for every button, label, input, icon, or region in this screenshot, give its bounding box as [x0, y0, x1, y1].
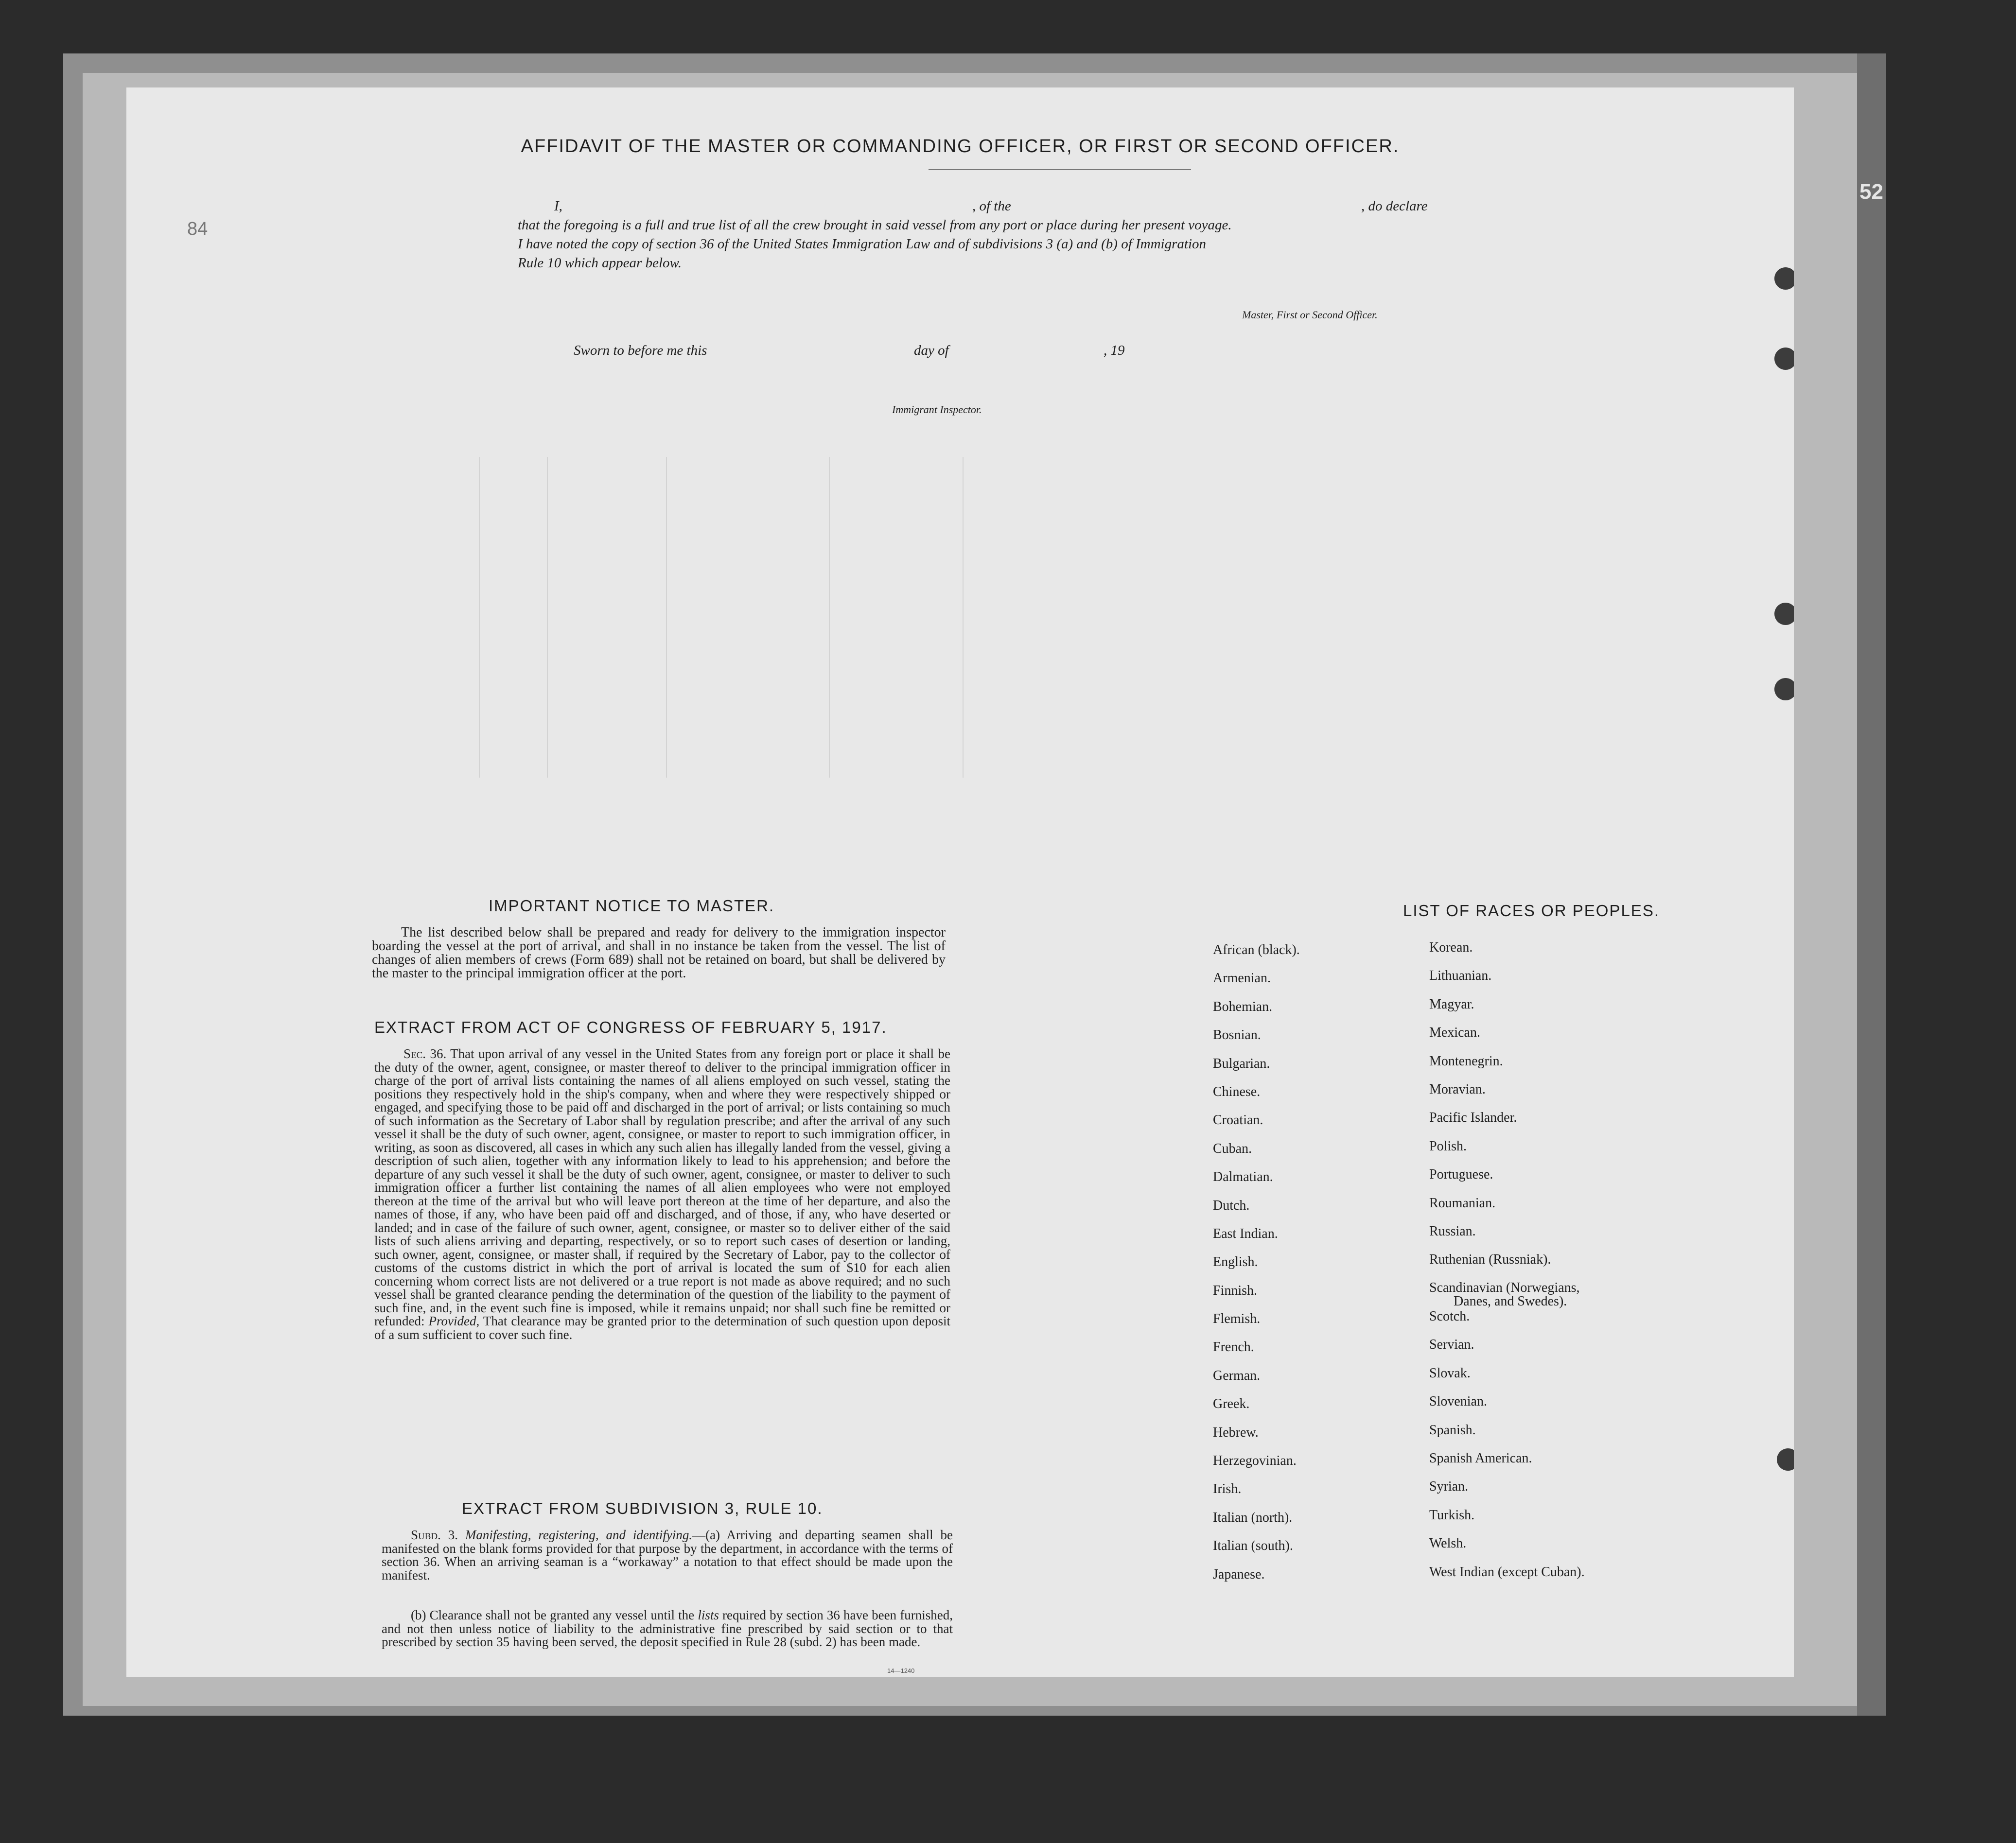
race-item: Moravian. — [1429, 1081, 1486, 1097]
rule-para-a: —(a) Arriving and departing seamen shall be manifested on the blank forms provided for that purpose by the department, in accordance with the terms of section 36. When an arriving seaman is a “workaway” a notation to that effect should be made upon the manifest. — [382, 1528, 953, 1582]
race-item: Mexican. — [1429, 1025, 1480, 1041]
races-title: LIST OF RACES OR PEOPLES. — [1402, 902, 1660, 920]
punch-hole — [1777, 1448, 1794, 1471]
proviso-word: Provided, — [428, 1314, 480, 1328]
race-item: Greek. — [1213, 1396, 1250, 1412]
race-item: Bohemian. — [1213, 999, 1273, 1014]
race-item: Syrian. — [1429, 1479, 1469, 1495]
subdivision-label: Subd. 3. — [411, 1528, 458, 1542]
affidavit-i: I, — [554, 198, 562, 214]
race-item: Montenegrin. — [1429, 1053, 1503, 1069]
notice-title: IMPORTANT NOTICE TO MASTER. — [489, 897, 775, 915]
race-item: French. — [1213, 1339, 1254, 1355]
race-item: Flemish. — [1213, 1311, 1261, 1327]
affidavit-do-declare: , do declare — [1361, 198, 1428, 214]
race-item: Italian (south). — [1213, 1538, 1293, 1554]
race-item: Bulgarian. — [1213, 1056, 1270, 1071]
race-item-line: Scandinavian (Norwegians, — [1429, 1280, 1580, 1295]
form-code: 14—1240 — [887, 1667, 915, 1674]
scan-edge — [1857, 53, 1886, 1716]
rule-para-b-lists: lists — [698, 1608, 719, 1622]
race-item: Lithuanian. — [1429, 968, 1492, 984]
race-item: African (black). — [1213, 942, 1300, 957]
race-item: Herzegovinian. — [1213, 1453, 1297, 1469]
race-item: German. — [1213, 1368, 1261, 1383]
bleed-through-rule — [547, 457, 548, 778]
manifest-page — [126, 87, 1794, 1677]
affidavit-line-4: Rule 10 which appear below. — [518, 255, 682, 271]
inspector-caption: Immigrant Inspector. — [892, 403, 982, 416]
race-item: Portuguese. — [1429, 1167, 1493, 1182]
act-text: That upon arrival of any vessel in the United States from any foreign port or place it shall be the duty of the owner, agent, consignee, or master thereof to deliver to the principal immigration officer in charge of the port of arrival lists containing the names of all aliens employed on such vessel, stating the positions they respectively hold in the ship's company, when and where they were respectively shipped or engaged, and specifying those to be paid off and discharged in the port of arrival; or lists containing so much of such information as the Secretary of Labor shall by regulation prescribe; and after the arrival of any such vessel it shall be the duty of such owner, agent, consignee, or master to report to such immigration officer, in writing, as soon as discovered, all cases in which any such alien has illegally landed from the vessel, giving a description of such alien, together with any information likely to lead to his apprehension; and before the departure of any such vessel it shall be the duty of such owner, agent, consignee, or master to deliver to such immigration officer a further list containing the names of all alien employees who were not employed thereon at the time of the arrival but who will leave port thereon at the time of her departure, and also the names of those, if any, who have been paid off and discharged, and of those, if any, who have deserted or landed; and in case of the failure of such owner, agent, consignee, or master so to deliver either of the said lists of such aliens arriving and departing, respectively, or so to report such cases of desertion or landing, such owner, agent, consignee, or master shall, if required by the Secretary of Labor, pay to the collector of customs of the customs district in which the port of arrival is located the sum of $10 for each alien concerning whom correct lists are not delivered or a true report is not made as above required; and no such vessel shall be granted clearance pending the determination of the question of the liability to the payment of such fine, and, in the event such fine is imposed, while it remains unpaid; nor shall such fine be remitted or refunded: — [374, 1046, 950, 1328]
race-item: Polish. — [1429, 1138, 1467, 1154]
race-item: Pacific Islander. — [1429, 1110, 1517, 1126]
rule-title: EXTRACT FROM SUBDIVISION 3, RULE 10. — [462, 1499, 823, 1517]
races-right-column — [1429, 940, 1585, 1593]
race-item: Spanish American. — [1429, 1451, 1532, 1466]
race-item: Slovak. — [1429, 1365, 1471, 1381]
year-label: , 19 — [1104, 343, 1125, 358]
day-of-label: day of — [914, 343, 949, 358]
races-left-column — [1213, 943, 1300, 1596]
race-item: Cuban. — [1213, 1141, 1252, 1156]
race-item: Scotch. — [1429, 1309, 1470, 1324]
signature-caption: Master, First or Second Officer. — [1242, 309, 1378, 321]
punch-hole — [1774, 603, 1794, 625]
affidavit-title: AFFIDAVIT OF THE MASTER OR COMMANDING OFFICER, OR FIRST OR SECOND OFFICER. — [521, 136, 1400, 156]
punch-hole — [1774, 678, 1794, 700]
race-item: Bosnian. — [1213, 1027, 1261, 1043]
race-item-continuation: Danes, and Swedes). — [1454, 1293, 1567, 1309]
race-item: Magyar. — [1429, 996, 1474, 1012]
rule-para-b-end: required by section 36 have been furnished, and not then unless notice of liability to the administrative fine prescribed by said section or to that prescribed by section 35 having been served, the deposit specified in Rule 28 (subd. 2) has been made. — [382, 1608, 953, 1649]
race-item: Spanish. — [1429, 1422, 1476, 1438]
race-item: Russian. — [1429, 1223, 1476, 1239]
race-item: Slovenian. — [1429, 1394, 1487, 1409]
rule-body-b — [382, 1609, 953, 1649]
race-item: Japanese. — [1213, 1566, 1265, 1582]
race-item: Italian (north). — [1213, 1510, 1293, 1525]
affidavit-line-2: that the foregoing is a full and true list of all the crew brought in said vessel from any port or place during her present voyage. — [518, 217, 1232, 233]
bleed-through-rule — [479, 457, 480, 778]
sworn-label: Sworn to before me this — [574, 343, 707, 358]
folio-mark: 84 — [187, 219, 208, 239]
act-body — [374, 1047, 950, 1341]
race-item: Hebrew. — [1213, 1425, 1259, 1440]
act-title: EXTRACT FROM ACT OF CONGRESS OF FEBRUARY 5, 1917. — [374, 1018, 887, 1036]
bleed-through-rule — [666, 457, 667, 778]
race-item: Welsh. — [1429, 1536, 1467, 1551]
affidavit-line-3: I have noted the copy of section 36 of the United States Immigration Law and of subdivisions 3 (a) and (b) of Immigration — [518, 236, 1207, 252]
race-item: Chinese. — [1213, 1084, 1261, 1099]
punch-hole — [1774, 348, 1794, 370]
race-item: Ruthenian (Russniak). — [1429, 1252, 1551, 1268]
notice-body — [372, 926, 946, 980]
affidavit-of-the: , of the — [972, 198, 1011, 214]
race-item: Roumanian. — [1429, 1195, 1496, 1211]
section-label: Sec. 36. — [403, 1046, 447, 1061]
subdivision-heading: Manifesting, registering, and identifying. — [465, 1528, 693, 1542]
race-item: Servian. — [1429, 1337, 1474, 1353]
bleed-through-rule — [963, 457, 964, 778]
rule-para-b-start: (b) Clearance shall not be granted any vessel until the — [411, 1608, 695, 1622]
race-item: English. — [1213, 1254, 1258, 1270]
bleed-through-rule — [829, 457, 830, 778]
proviso-text: That clearance may be granted prior to the determination of such question upon deposit of a sum sufficient to cover such fine. — [374, 1314, 951, 1342]
page-number: 52 — [1859, 180, 1883, 204]
race-item — [1429, 1281, 1585, 1309]
title-rule — [929, 169, 1191, 170]
race-item: Korean. — [1429, 940, 1473, 955]
race-item: Dutch. — [1213, 1198, 1250, 1213]
race-item: Finnish. — [1213, 1283, 1258, 1298]
notice-text: The list described below shall be prepared and ready for delivery to the immigration inspector boarding the vessel at the port of arrival, and shall in no instance be taken from the vessel. The list of changes of alien members of crews (Form 689) shall not be retained on board, but shall be delivered by the master to the principal immigration officer at the port. — [372, 925, 946, 981]
rule-body-a — [382, 1529, 953, 1582]
race-item: West Indian (except Cuban). — [1429, 1564, 1585, 1580]
race-item: Dalmatian. — [1213, 1169, 1273, 1185]
race-item: Turkish. — [1429, 1507, 1475, 1523]
punch-hole — [1774, 267, 1794, 290]
race-item: Croatian. — [1213, 1113, 1263, 1128]
race-item: Irish. — [1213, 1481, 1242, 1497]
race-item: Armenian. — [1213, 971, 1271, 986]
race-item: East Indian. — [1213, 1226, 1278, 1241]
